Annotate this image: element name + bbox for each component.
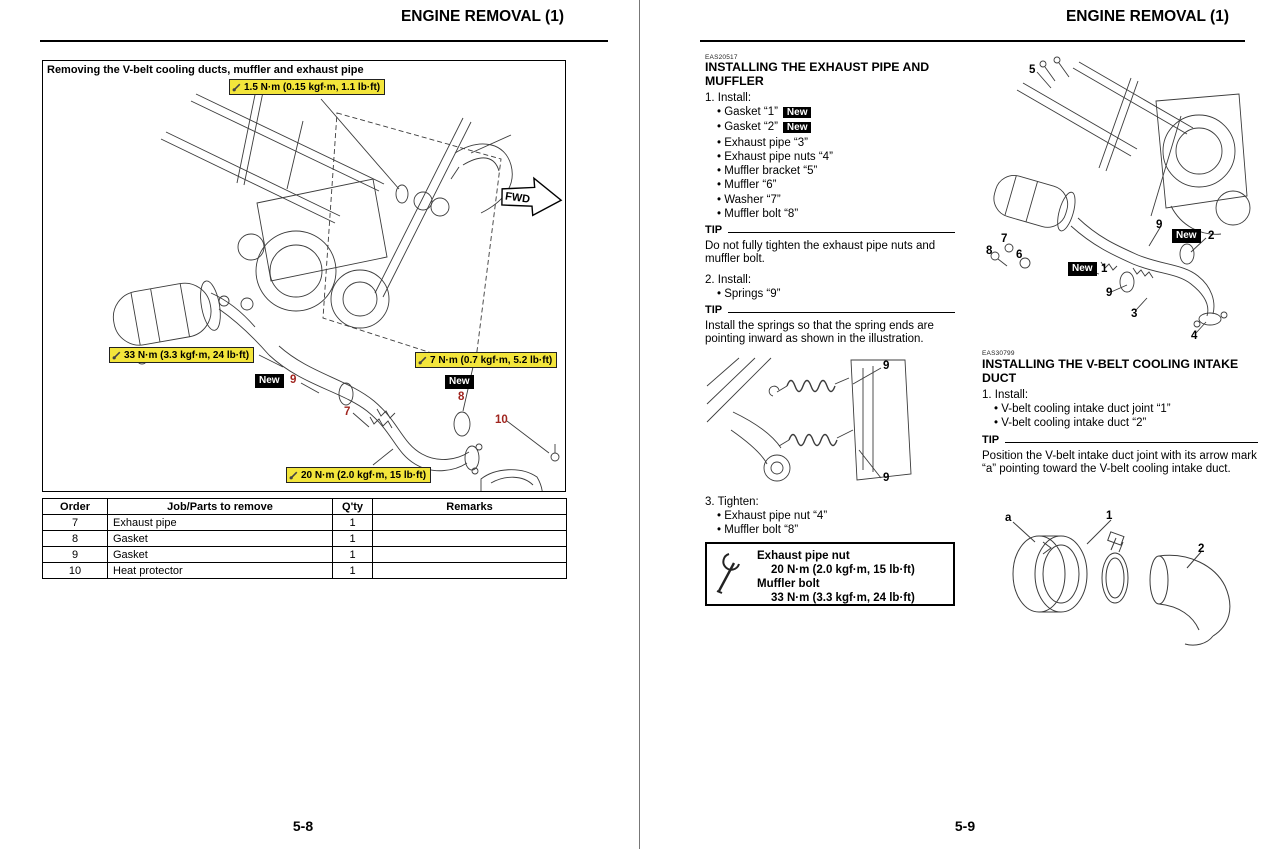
- col-job: Job/Parts to remove: [108, 499, 333, 515]
- step3-label: 3. Tighten:: [705, 496, 759, 508]
- step1-label: 1. Install:: [705, 92, 752, 104]
- part-number-8: 8: [986, 245, 993, 257]
- duct-tip-text: Position the V-belt intake duct joint with its arrow mark “a” pointing toward the V-belt cooling intake duct.: [982, 450, 1257, 476]
- page-title: ENGINE REMOVAL (1): [1065, 8, 1229, 25]
- duct-step1-label: 1. Install:: [982, 389, 1029, 401]
- part-number-3: 3: [1131, 308, 1138, 320]
- cell-job: Gasket: [108, 531, 333, 547]
- tip-heading: [982, 434, 1258, 446]
- cell-qty: 1: [333, 515, 373, 531]
- tip2-text: Install the springs so that the spring ends are pointing inward as shown in the illustration.: [705, 320, 934, 346]
- step2-label: 2. Install:: [705, 274, 752, 286]
- wrench-icon: [232, 83, 241, 92]
- item-text: Exhaust pipe nut “4”: [724, 510, 828, 522]
- tip-rule: [1005, 442, 1258, 443]
- spec-value: 20 N·m (2.0 kgf·m, 15 lb·ft): [771, 564, 915, 576]
- table-header-row: [43, 499, 567, 515]
- col-order: Order: [43, 499, 108, 515]
- page-left: [0, 0, 639, 849]
- list-item: [717, 178, 957, 192]
- page-gutter-divider: [639, 0, 640, 849]
- col-remarks: Remarks: [373, 499, 567, 515]
- table-row: [43, 547, 567, 563]
- wrench-icon: [289, 471, 298, 480]
- cell-job: Gasket: [108, 547, 333, 563]
- torque-callout-duct-clamp: [229, 79, 385, 95]
- figure-title: Removing the V-belt cooling ducts, muffler and exhaust pipe: [47, 64, 364, 76]
- cell-qty: 1: [333, 547, 373, 563]
- list-item: [717, 164, 957, 178]
- table-row: [43, 531, 567, 547]
- list-item: [717, 150, 957, 164]
- tighten-list: [717, 509, 957, 538]
- item-text: Springs “9”: [724, 288, 781, 300]
- item-text: Exhaust pipe “3”: [724, 136, 808, 149]
- spec-value: 33 N·m (3.3 kgf·m, 24 lb·ft): [771, 592, 915, 604]
- part-number-4: 4: [1191, 330, 1198, 342]
- new-badge: New: [255, 374, 284, 388]
- tip-label: TIP: [982, 434, 1000, 446]
- item-text: Exhaust pipe nuts “4”: [724, 150, 833, 163]
- cell-remarks: [373, 547, 567, 563]
- list-item: [717, 287, 957, 301]
- torque-wrench-icon: [713, 549, 757, 600]
- tip-heading: [705, 304, 955, 316]
- item-text: V-belt cooling intake duct “2”: [1001, 417, 1147, 430]
- cell-qty: 1: [333, 531, 373, 547]
- new-badge: New: [783, 122, 812, 133]
- duct-install-list: [994, 402, 1258, 431]
- part-number-2: 2: [1208, 230, 1215, 242]
- part-number-9b: 9: [1106, 287, 1113, 299]
- tip-label: TIP: [705, 224, 723, 236]
- cell-remarks: [373, 531, 567, 547]
- list-item: [717, 105, 957, 120]
- removal-figure: [42, 60, 566, 492]
- cell-job: Exhaust pipe: [108, 515, 333, 531]
- section-code: EAS30799: [982, 350, 1015, 357]
- part-number-6: 6: [1016, 249, 1023, 261]
- tip1-text: Do not fully tighten the exhaust pipe nuts and muffler bolt.: [705, 240, 936, 266]
- torque-callout-nut: [286, 467, 431, 483]
- fwd-label: FWD: [504, 190, 531, 206]
- item-text: V-belt cooling intake duct joint “1”: [1001, 403, 1171, 415]
- torque-text: 1.5 N·m (0.15 kgf·m, 1.1 lb·ft): [244, 81, 381, 93]
- wrench-icon: [112, 351, 121, 360]
- cell-order: 7: [43, 515, 108, 531]
- tip-rule: [728, 312, 955, 313]
- section-code: EAS20517: [705, 54, 738, 61]
- list-item: [717, 509, 957, 523]
- part-number-7: 7: [344, 406, 351, 418]
- cell-qty: 1: [333, 563, 373, 579]
- item-text: Muffler bolt “8”: [724, 208, 799, 221]
- part-number-9: 9: [290, 374, 297, 386]
- part-number-2: 2: [1198, 543, 1205, 555]
- parts-table: [42, 498, 567, 579]
- item-text: Muffler bolt “8”: [724, 524, 799, 537]
- tip-label: TIP: [705, 304, 723, 316]
- springs-illustration: [703, 352, 955, 492]
- torque-text: 7 N·m (0.7 kgf·m, 5.2 lb·ft): [430, 354, 553, 366]
- torque-callout-flange: [415, 352, 557, 368]
- list-item: [717, 523, 957, 537]
- tip-heading: [705, 224, 955, 236]
- item-text: Gasket “2”: [724, 121, 778, 134]
- wrench-icon: [418, 356, 427, 365]
- tip-rule: [728, 232, 955, 233]
- part-number-8: 8: [458, 391, 465, 403]
- new-badge: New: [1068, 262, 1097, 276]
- item-text: Gasket “1”: [724, 106, 778, 118]
- torque-text: 20 N·m (2.0 kgf·m, 15 lb·ft): [301, 469, 427, 481]
- item-text: Muffler “6”: [724, 179, 777, 192]
- page-number: 5-9: [954, 818, 976, 834]
- section-title-duct: INSTALLING THE V-BELT COOLING INTAKE DUCT: [982, 357, 1239, 385]
- cell-job: Heat protector: [108, 563, 333, 579]
- part-number-1: 1: [1106, 510, 1113, 522]
- new-badge: New: [783, 107, 812, 118]
- springs-diagram-svg: [703, 352, 955, 492]
- page-title: ENGINE REMOVAL (1): [400, 8, 564, 25]
- list-item: [717, 207, 957, 221]
- header-rule: [40, 40, 608, 42]
- list-item: [994, 402, 1258, 416]
- part-number-10: 10: [495, 414, 508, 426]
- install-list-1: [717, 105, 957, 221]
- torque-spec-text: [757, 549, 915, 605]
- part-number-1: 1: [1101, 263, 1108, 275]
- spec-name: Exhaust pipe nut: [757, 550, 850, 562]
- spec-name: Muffler bolt: [757, 578, 820, 590]
- cell-order: 10: [43, 563, 108, 579]
- torque-text: 33 N·m (3.3 kgf·m, 24 lb·ft): [124, 349, 250, 361]
- section-title-exhaust: INSTALLING THE EXHAUST PIPE AND MUFFLER: [705, 60, 930, 88]
- new-badge: New: [1172, 229, 1201, 243]
- col-qty: Q'ty: [333, 499, 373, 515]
- table-row: [43, 515, 567, 531]
- cell-remarks: [373, 515, 567, 531]
- spring-label: 9: [883, 472, 890, 484]
- part-number-7: 7: [1001, 233, 1008, 245]
- cell-remarks: [373, 563, 567, 579]
- table-row: [43, 563, 567, 579]
- install-list-2: [717, 287, 957, 301]
- fwd-arrow: [499, 174, 564, 219]
- exhaust-removal-diagram: [43, 61, 565, 491]
- page-right: [641, 0, 1280, 849]
- list-item: [717, 136, 957, 150]
- arrow-mark-label: a: [1005, 512, 1012, 524]
- duct-diagram-svg: [987, 494, 1259, 656]
- list-item: [994, 416, 1258, 430]
- item-text: Muffler bracket “5”: [724, 165, 818, 178]
- list-item: [717, 120, 957, 135]
- part-number-5: 5: [1029, 64, 1036, 76]
- muffler-install-illustration: [981, 56, 1257, 350]
- part-number-9: 9: [1156, 219, 1163, 231]
- torque-spec-box: [705, 542, 955, 606]
- duct-joint-illustration: [987, 494, 1259, 656]
- item-text: Washer “7”: [724, 193, 781, 206]
- header-rule: [700, 40, 1245, 42]
- cell-order: 9: [43, 547, 108, 563]
- list-item: [717, 193, 957, 207]
- torque-callout-muffler-bolt: [109, 347, 254, 363]
- muffler-diagram-svg: [981, 56, 1257, 350]
- spring-label: 9: [883, 360, 890, 372]
- new-badge: New: [445, 375, 474, 389]
- cell-order: 8: [43, 531, 108, 547]
- page-number: 5-8: [292, 818, 314, 834]
